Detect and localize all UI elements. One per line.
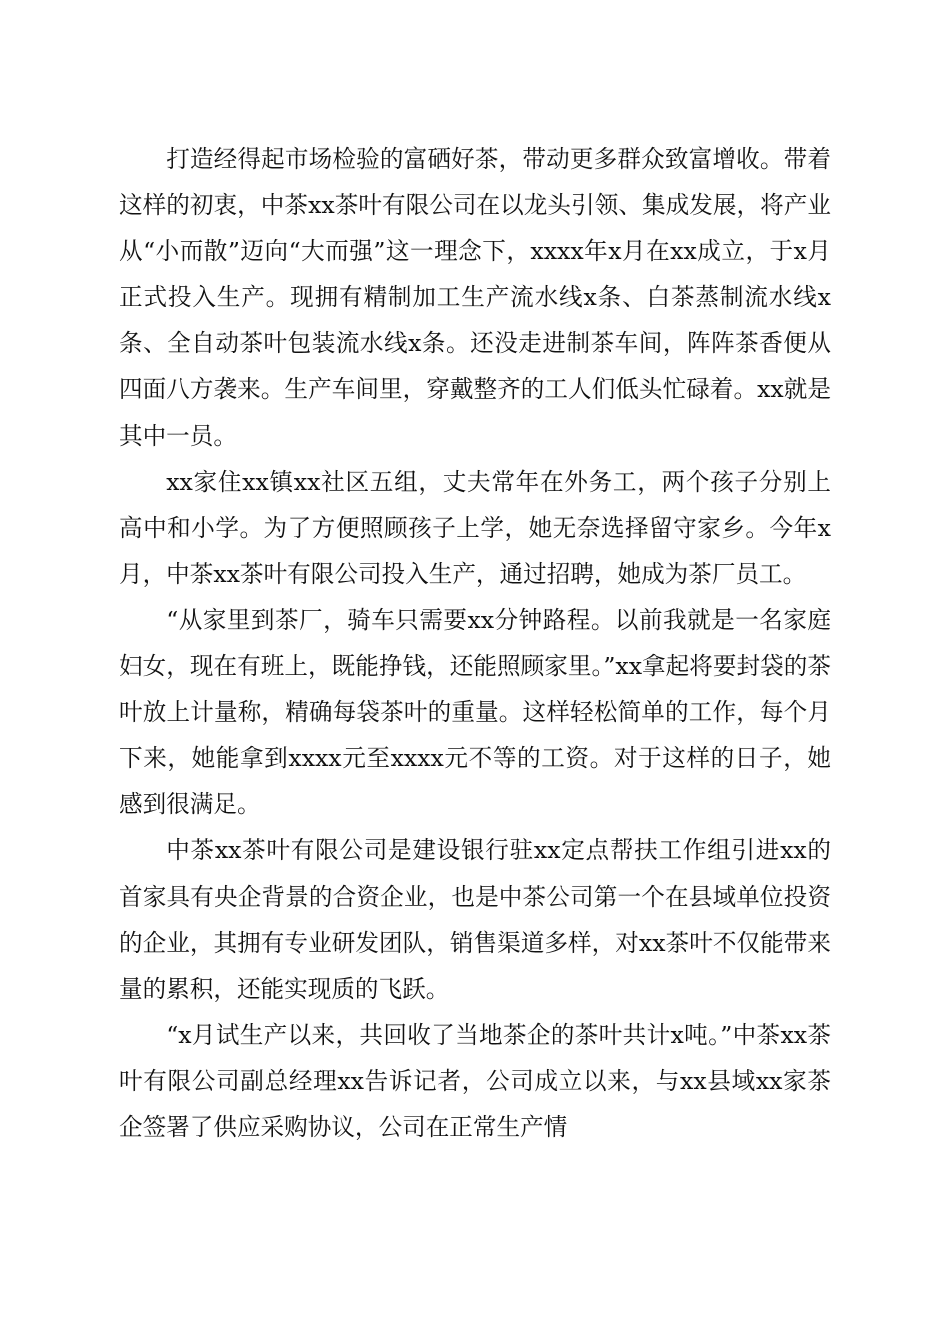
paragraph-1: 打造经得起市场检验的富硒好茶，带动更多群众致富增收。带着这样的初衷，中茶xx茶叶有限公司在以龙头引领、集成发展，将产业从“小而散”迈向“大而强”这一理念下，xxxx年x月在xx成立，于x月正式投入生产。现拥有精制加工生产流水线x条、白茶蒸制流水线x条、全自动茶叶包装流水线x条。还没走进制茶车间，阵阵茶香便从四面八方袭来。生产车间里，穿戴整齐的工人们低头忙碌着。xx就是其中一员。 (119, 145, 831, 450)
paragraph-5: “x月试生产以来，共回收了当地茶企的茶叶共计x吨。”中茶xx茶叶有限公司副总经理xx告诉记者，公司成立以来，与xx县域xx家茶企签署了供应采购协议，公司在正常生产情 (119, 1020, 831, 1141)
paragraph-4: 中茶xx茶叶有限公司是建设银行驻xx定点帮扶工作组引进xx的首家具有央企背景的合资企业，也是中茶公司第一个在县域单位投资的企业，其拥有专业研发团队，销售渠道多样，对xx茶叶不仅能带来量的累积，还能实现质的飞跃。 (119, 836, 831, 1003)
paragraph-2: xx家住xx镇xx社区五组，丈夫常年在外务工，两个孩子分别上高中和小学。为了方便照顾孩子上学，她无奈选择留守家乡。今年x月，中茶xx茶叶有限公司投入生产，通过招聘，她成为茶厂员工。 (119, 467, 831, 588)
paragraph-3: “从家里到茶厂，骑车只需要xx分钟路程。以前我就是一名家庭妇女，现在有班上，既能挣钱，还能照顾家里。”xx拿起将要封袋的茶叶放上计量称，精确每袋茶叶的重量。这样轻松简单的工作，每个月下来，她能拿到xxxx元至xxxx元不等的工资。对于这样的日子，她感到很满足。 (119, 605, 831, 819)
article-body (119, 136, 831, 1150)
